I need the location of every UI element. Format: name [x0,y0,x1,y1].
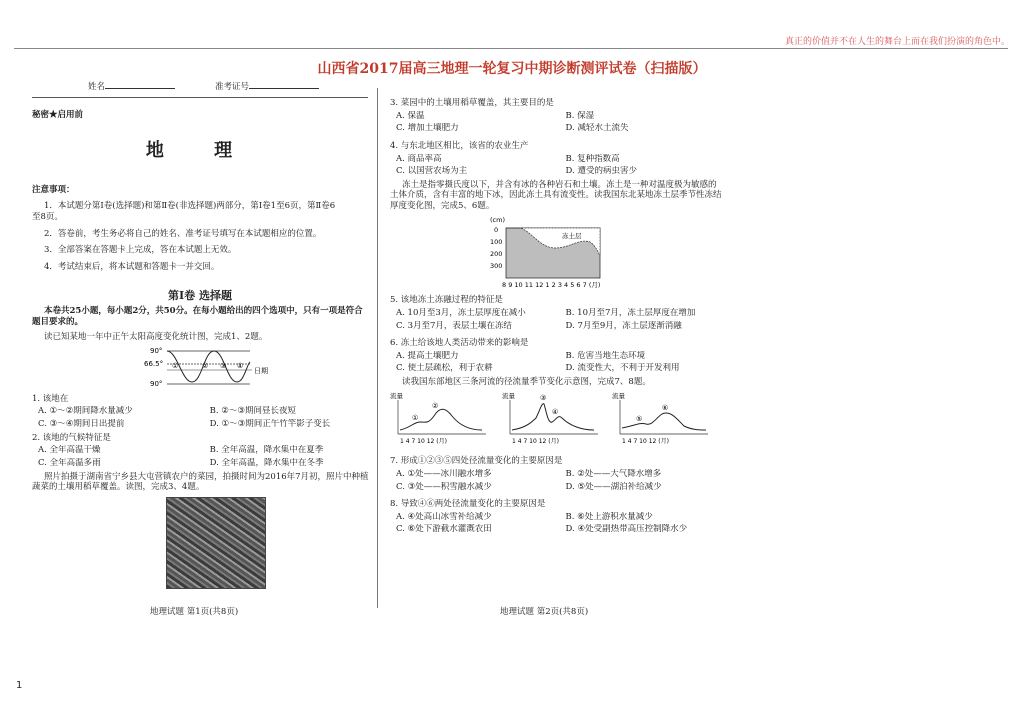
q8-option-a: A. ④处高山冰雪补给减少 [396,511,492,522]
q8-option-c: C. ⑥处下游截水灌溉农田 [396,524,492,535]
fig3-ylabel-2: 流量 [502,391,515,400]
part1-title: 第Ⅰ卷 选择题 [168,288,232,302]
q2-option-a: A. 全年高温干燥 [38,445,101,456]
q3-option-b: B. 保湿 [565,110,595,121]
q4-option-c: C. 以国营农场为主 [396,166,468,177]
notice-1b: 至8页。 [32,212,63,222]
question-1: 1. 该地在 [32,393,69,404]
q6-option-b: B. 危害当地生态环境 [565,350,646,361]
fig3-mark-4: ④ [552,407,559,416]
fig1-mark-1: ① [172,362,179,371]
part1-desc: 本卷共25小题，每小题2分，共50分。在每小题给出的四个选项中，只有一项是符合 [44,306,363,317]
q1-option-b: B. ②～③期间昼长夜短 [209,406,297,417]
q5-option-c: C. 3月至7月，表层土壤在冻结 [396,320,512,331]
q5-option-d: D. 7月至9月，冻土层逐渐消融 [565,320,682,331]
fig3-mark-3: ③ [540,393,547,402]
intro-q5-b: 土体介质，含有丰富的地下冰，因此冻土具有流变性。读我国东北某地冻土层季节性冻结 [390,190,722,201]
fig2-tick-300: 300 [490,261,503,270]
footer-left: 地理试题 第1页(共8页) [150,607,239,617]
fig1-y-mid: 66.5° [144,360,164,369]
column-divider [377,88,378,608]
secret-mark: 秘密★启用前 [32,109,84,120]
q1-option-c: C. ③～④期间日出提前 [38,419,125,429]
notice-title: 注意事项： [32,184,75,195]
q2-option-d: D. 全年高温，降水集中在冬季 [209,457,324,468]
q6-option-d: D. 流变性大，不利于开发利用 [565,363,680,374]
sun-altitude-figure [32,344,368,388]
q3-option-c: C. 增加土壤肥力 [396,123,459,134]
q8-option-b: B. ⑥处上游积水量减少 [565,511,653,522]
fig2-frozen-label: 冻土层 [562,231,582,240]
document-title: 山西省2017届高三地理一轮复习中期诊断测评试卷（扫描版） [317,61,707,77]
garden-photo [166,497,266,589]
fig3-mark-6: ⑥ [662,403,669,412]
question-6: 6. 冻土给该地人类活动带来的影响是 [390,338,529,349]
q1-option-d: D. ①～③期间正午竹竿影子变长 [209,419,331,429]
motto: 真正的价值并不在人生的舞台上而在我们扮演的角色中。 [784,37,1010,47]
question-7: 7. 形成①②③⑤四处径流量变化的主要原因是 [390,456,563,467]
notice-2: 2．答卷前，考生务必将自己的姓名、准考证号填写在本试题相应的位置。 [44,228,322,239]
intro-q1: 读已知某地一年中正午太阳高度变化统计图，完成1、2题。 [44,331,268,342]
page-number: 1 [16,680,23,691]
fig3-xaxis-2: 1 4 7 10 12 (月) [512,437,559,445]
q4-option-b: B. 复种指数高 [565,153,620,164]
intro-q7: 读我国东部地区三条河流的径流量季节变化示意图，完成7、8题。 [402,377,651,387]
q3-option-d: D. 减轻水土流失 [565,123,629,134]
fig3-mark-5: ⑤ [636,414,643,423]
candidate-info [88,80,368,93]
footer-right: 地理试题 第2页(共8页) [500,607,589,617]
intro-q3-b: 蔬菜的土壤用稻草覆盖。读图，完成3、4题。 [32,482,205,493]
intro-q5-c: 厚度变化图，完成5、6题。 [390,201,495,211]
q7-option-d: D. ⑤处——湖泊补给减少 [565,481,662,492]
frozen-soil-figure [390,212,722,292]
exam-no-label: 准考证号 [215,82,250,92]
subject-title: 地 理 [145,140,255,162]
q5-option-b: B. 10月至7月，冻土层厚度在增加 [565,307,696,318]
q7-option-b: B. ②处——大气降水增多 [565,468,662,479]
right-page [390,98,722,535]
part1-desc-2: 题目要求的。 [32,316,84,327]
fig1-mark-2: ② [202,362,209,371]
question-4: 4. 与东北地区相比，该省的农业生产 [390,140,529,151]
left-page [32,80,368,589]
intro-q3: 照片拍摄于湖南省宁乡县大屯营镇农户的菜园，拍摄时间为2016年7月初，照片中种植 [44,471,369,482]
intro-q5: 冻土是指零摄氏度以下，并含有冰的各种岩石和土壤。冻土是一种对温度极为敏感的 [402,179,717,190]
fig3-ylabel-3: 流量 [612,391,625,400]
header-rule [14,48,1008,49]
fig1-mark-4: ④ [237,362,244,371]
info-rule [32,97,368,98]
q3-option-a: A. 保温 [396,110,425,121]
fig3-mark-2: ② [432,401,439,410]
question-3: 3. 菜园中的土壤用稻草覆盖，其主要目的是 [390,98,554,108]
runoff-figure [390,388,722,446]
fig3-xaxis-1: 1 4 7 10 12 (月) [400,437,447,445]
q7-option-a: A. ①处——冰川融水增多 [396,468,492,479]
q4-option-a: A. 商品率高 [396,153,442,164]
question-5: 5. 该地冻土冻融过程的特征是 [390,295,503,306]
notice-4: 4．考试结束后，将本试题和答题卡一并交回。 [44,261,220,272]
fig2-unit: (cm) [490,215,505,224]
name-label: 姓名 [88,82,106,92]
fig2-tick-0: 0 [494,225,499,234]
fig1-y-bot: 90° [150,380,163,389]
fig3-ylabel-1: 流量 [390,391,403,400]
fig3-mark-1: ① [412,413,419,422]
q2-option-b: B. 全年高温，降水集中在夏季 [209,445,324,456]
q4-option-d: D. 遭受的病虫害少 [565,166,637,177]
fig2-tick-100: 100 [490,237,503,246]
fig2-tick-200: 200 [490,249,503,258]
q5-option-a: A. 10月至3月，冻土层厚度在减小 [396,307,526,318]
fig3-xaxis-3: 1 4 7 10 12 (月) [622,437,669,445]
q8-option-d: D. ④处受副热带高压控制降水少 [565,524,688,535]
notice-3: 3．全部答案在答题卡上完成，答在本试题上无效。 [44,245,237,256]
question-2: 2. 该地的气候特征是 [32,432,111,443]
q6-option-a: A. 提高土壤肥力 [396,350,459,361]
question-8: 8. 导致④⑥两处径流量变化的主要原因是 [390,499,546,510]
fig1-date-label: 日期 [254,367,268,376]
notice-1: 1．本试题分第Ⅰ卷(选择题)和第Ⅱ卷(非选择题)两部分，第Ⅰ卷1至6页，第Ⅱ卷6 [44,201,336,212]
q2-option-c: C. 全年高温多雨 [38,457,101,468]
q6-option-c: C. 使土层疏松，利于农耕 [396,363,493,374]
q1-option-a: A. ①～②期间降水量减少 [38,406,133,417]
fig1-mark-3: ③ [220,362,227,371]
fig1-y-top: 90° [150,347,163,356]
q7-option-c: C. ③处——积雪融水减少 [396,481,492,492]
fig2-month-axis: 8 9 10 11 12 1 2 3 4 5 6 7 (月) [502,280,601,289]
